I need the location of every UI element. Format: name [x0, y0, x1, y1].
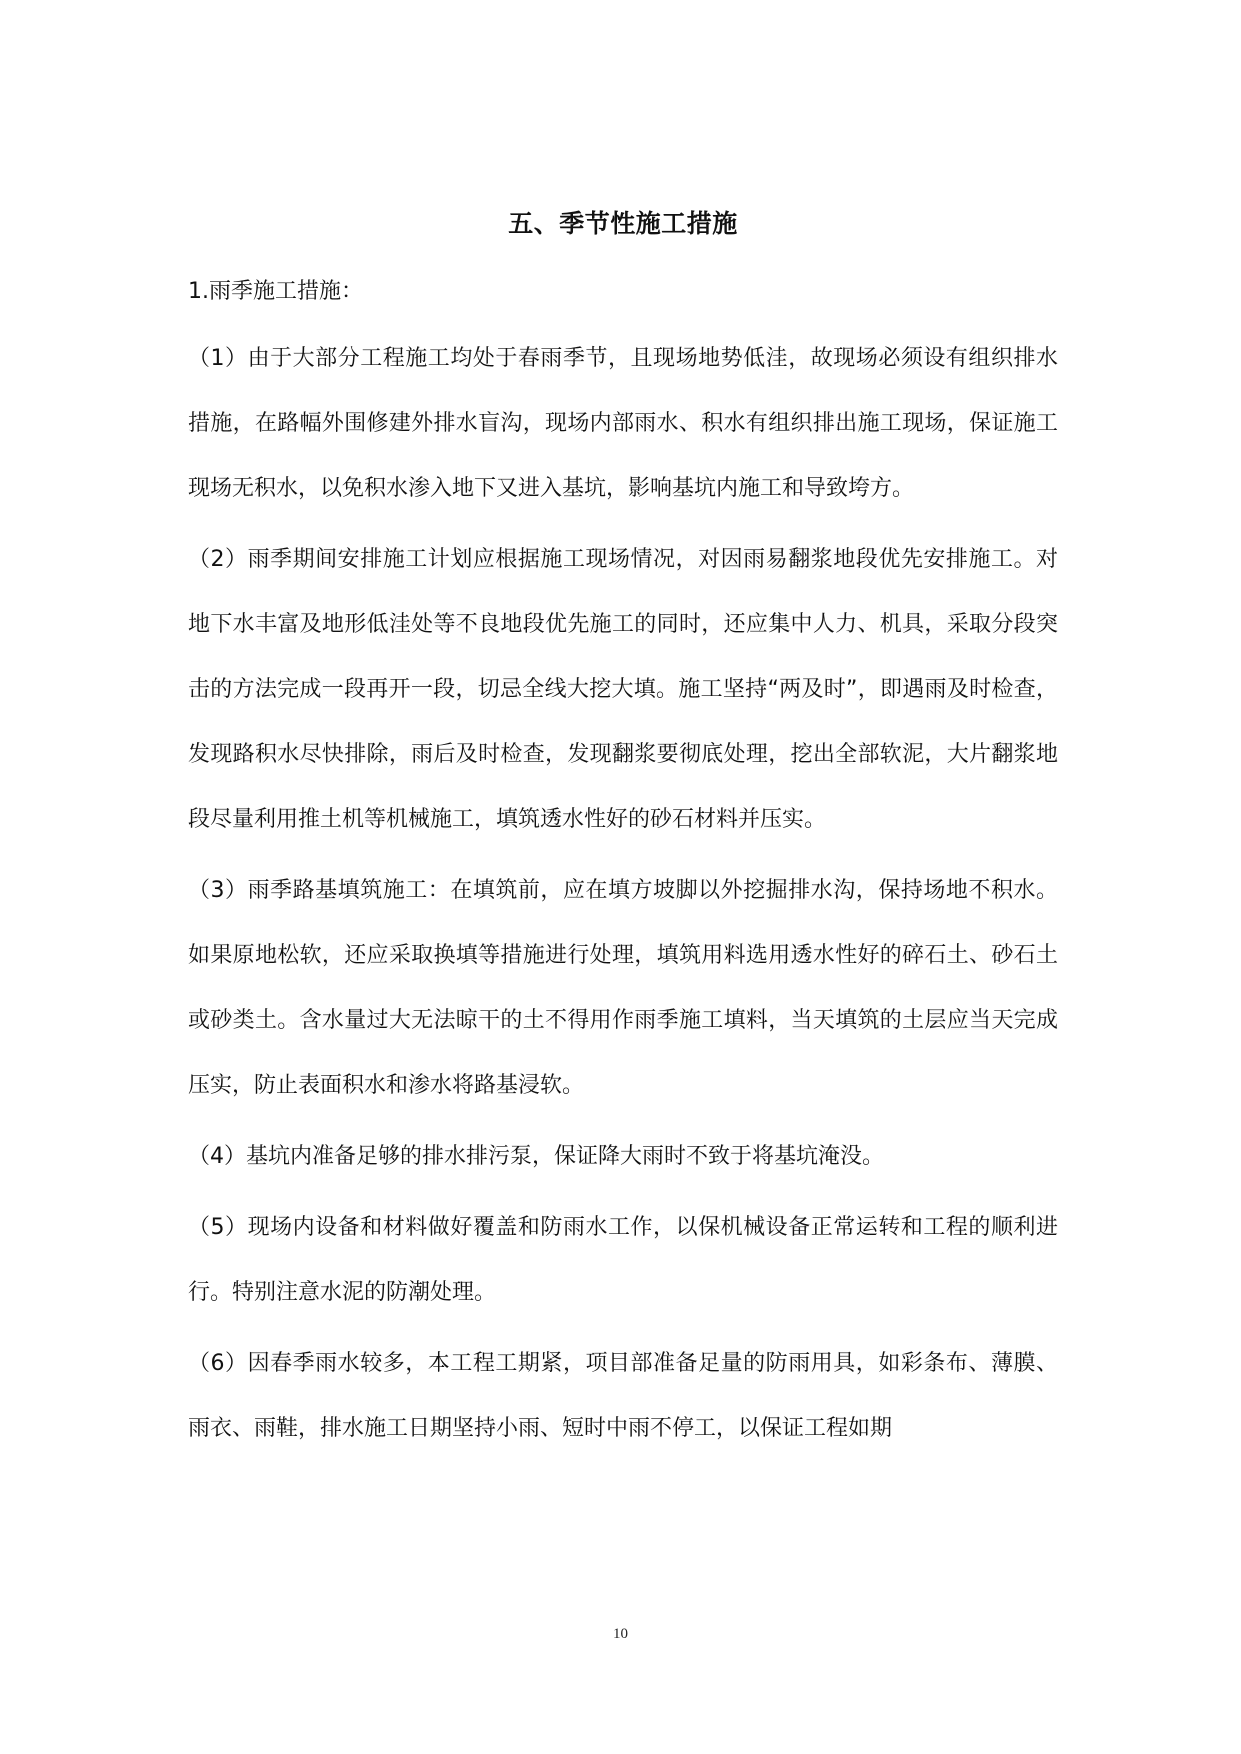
paragraph-2: （2）雨季期间安排施工计划应根据施工现场情况，对因雨易翻浆地段优先安排施工。对地下水丰富及地形低洼处等不良地段优先施工的同时，还应集中人力、机具，采取分段突击的方法完成一段再开一段，切忌全线大挖大填。施工坚持“两及时”，即遇雨及时检查，发现路积水尽快排除，雨后及时检查，发现翻浆要彻底处理，挖出全部软泥，大片翻浆地段尽量利用推土机等机械施工，填筑透水性好的砂石材料并压实。 — [188, 547, 1058, 832]
paragraph-1: （1）由于大部分工程施工均处于春雨季节，且现场地势低洼，故现场必须设有组织排水措施，在路幅外围修建外排水盲沟，现场内部雨水、积水有组织排出施工现场，保证施工现场无积水，以免积水渗入地下又进入基坑，影响基坑内施工和导致垮方。 — [188, 346, 1058, 501]
document-body — [188, 206, 1058, 1467]
page-number: 10 — [613, 1626, 628, 1642]
paragraph-4: （4）基坑内准备足够的排水排污泵，保证降大雨时不致于将基坑淹没。 — [188, 1144, 884, 1169]
paragraph-3: （3）雨季路基填筑施工：在填筑前，应在填方坡脚以外挖掘排水沟，保持场地不积水。如果原地松软，还应采取换填等措施进行处理，填筑用料选用透水性好的碎石土、砂石土或砂类土。含水量过大无法晾干的土不得用作雨季施工填料，当天填筑的土层应当天完成压实，防止表面积水和渗水将路基浸软。 — [188, 878, 1058, 1098]
section-heading: 1.雨季施工措施： — [188, 279, 363, 304]
paragraph-6: （6）因春季雨水较多，本工程工期紧，项目部准备足量的防雨用具，如彩条布、薄膜、雨衣、雨鞋，排水施工日期坚持小雨、短时中雨不停工，以保证工程如期 — [188, 1351, 1058, 1441]
paragraph-5: （5）现场内设备和材料做好覆盖和防雨水工作，以保机械设备正常运转和工程的顺利进行。特别注意水泥的防潮处理。 — [188, 1215, 1058, 1305]
document-title: 五、季节性施工措施 — [508, 209, 738, 238]
